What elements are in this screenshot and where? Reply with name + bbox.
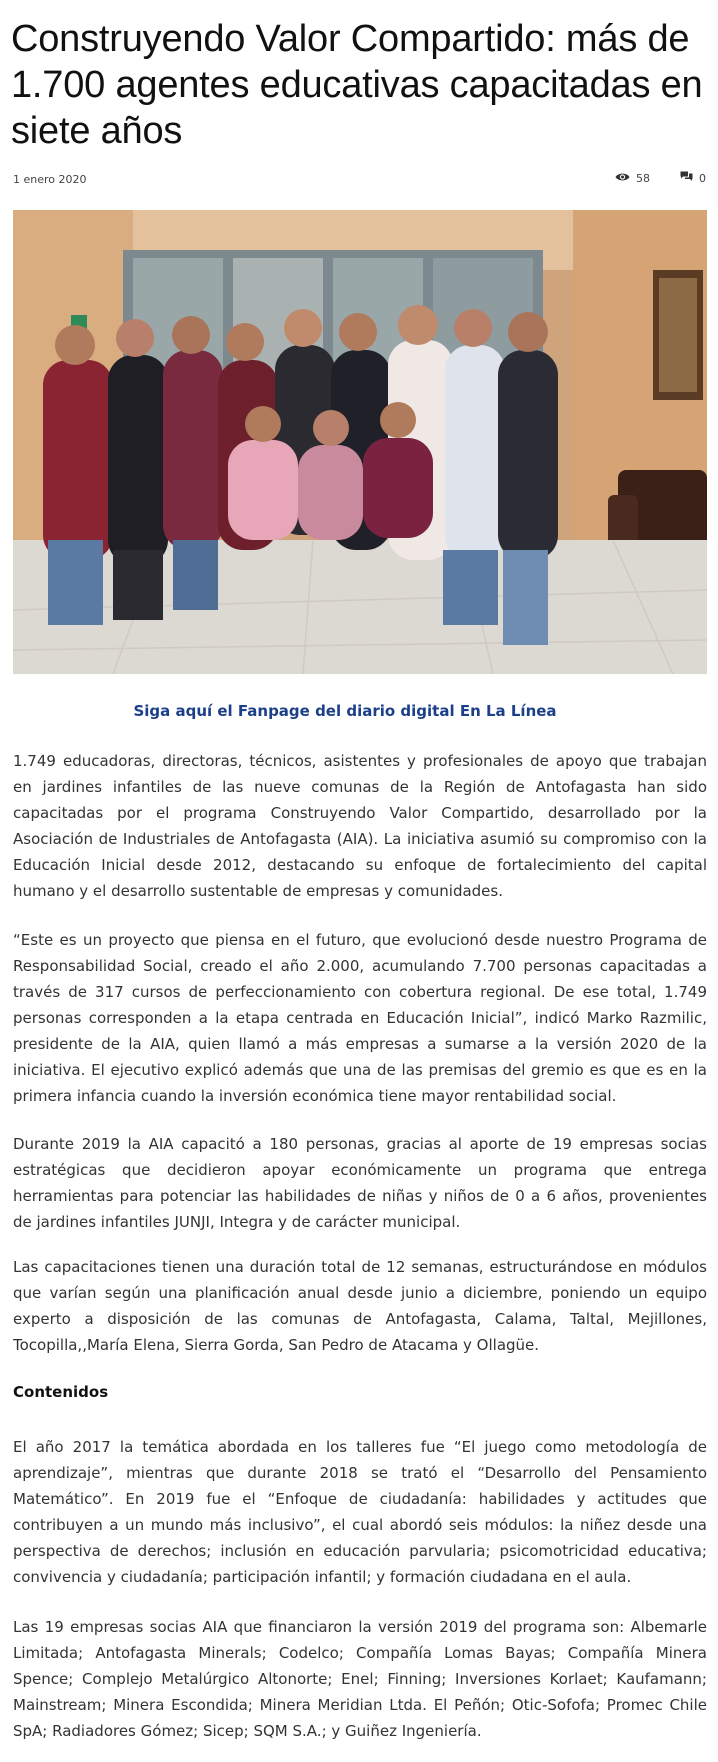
article-date: 1 enero 2020 bbox=[13, 173, 87, 186]
article-stats bbox=[615, 171, 706, 185]
paragraph-5: El año 2017 la temática abordada en los talleres fue “El juego como metodología de aprendizaje”, mientras que durante 2018 se trató el “Desarrollo del Pensamiento Matemático”. En 2019 fue el “Enfoque de ciudadanía: habilidades y actitudes que contribuyen a un mundo más inclusivo”, el cual abordó seis módulos: la niñez desde una perspectiva de derechos; inclusión en educación parvularia; psicomotricidad educativa; convivencia y ciudadanía; participación infantil; y formación ciudadana en el aula. bbox=[13, 1438, 707, 1586]
article-title: Construyendo Valor Compartido: más de 1.700 agentes educativas capacitadas en siete años bbox=[11, 18, 703, 152]
paragraph-3: Durante 2019 la AIA capacitó a 180 personas, gracias al aporte de 19 empresas socias estratégicas que decidieron apoyar económicamente un programa que entrega herramientas para potenciar las habilidades de niñas y niños de 0 a 6 años, provenientes de jardines infantiles JUNJI, Integra y de carácter municipal. bbox=[13, 1135, 707, 1231]
fanpage-link[interactable]: Siga aquí el Fanpage del diario digital En La Línea bbox=[133, 702, 557, 720]
article-photo bbox=[13, 210, 707, 674]
paragraph-6: Las 19 empresas socias AIA que financiaron la versión 2019 del programa son: Albemarle Limitada; Antofagasta Minerals; Codelco; Compañía Lomas Bayas; Compañía Minera Spence; Complejo Metalúrgico Altonorte; Enel; Finning; Inversiones Korlaet; Kaufamann; Mainstream; Minera Escondida; Minera Meridian Ltda. El Peñón; Otic-Sofofa; Promec Chile SpA; Radiadores Gómez; Sicep; SQM S.A.; y Guiñez Ingeniería. bbox=[13, 1618, 707, 1740]
paragraph-1: 1.749 educadoras, directoras, técnicos, asistentes y profesionales de apoyo que trabajan en jardines infantiles de las nueve comunas de la Región de Antofagasta han sido capacitadas por el programa Construyendo Valor Compartido, desarrollado por la Asociación de Industriales de Antofagasta (AIA). La iniciativa asumió su compromiso con la Educación Inicial desde 2012, destacando su enfoque de fortalecimiento del capital humano y el desarrollo sustentable de empresas y comunidades. bbox=[13, 752, 707, 900]
views-count: 58 bbox=[636, 171, 650, 185]
paragraph-4: Las capacitaciones tienen una duración total de 12 semanas, estructurándose en módulos que varían según una planificación anual desde junio a diciembre, poniendo un equipo experto a disposición de las comunas de Antofagasta, Calama, Taltal, Mejillones, Tocopilla,,María Elena, Sierra Gorda, San Pedro de Atacama y Ollagüe. bbox=[13, 1258, 707, 1354]
comments-icon[interactable] bbox=[680, 171, 693, 185]
section-heading: Contenidos bbox=[13, 1383, 109, 1401]
paragraph-2: “Este es un proyecto que piensa en el futuro, que evolucionó desde nuestro Programa de Responsabilidad Social, creado el año 2.000, acumulando 7.700 personas capacitadas a través de 317 cursos de perfeccionamiento con cobertura regional. De ese total, 1.749 personas corresponden a la etapa centrada en Educación Inicial”, indicó Marko Razmilic, presidente de la AIA, quien llamó a más empresas a sumarse a la versión 2020 de la iniciativa. El ejecutivo explicó además que una de las premisas del gremio es que es en la primera infancia cuando la inversión económica tiene mayor rentabilidad social. bbox=[13, 931, 707, 1105]
comments-count[interactable]: 0 bbox=[699, 171, 706, 185]
eye-icon bbox=[615, 172, 630, 185]
